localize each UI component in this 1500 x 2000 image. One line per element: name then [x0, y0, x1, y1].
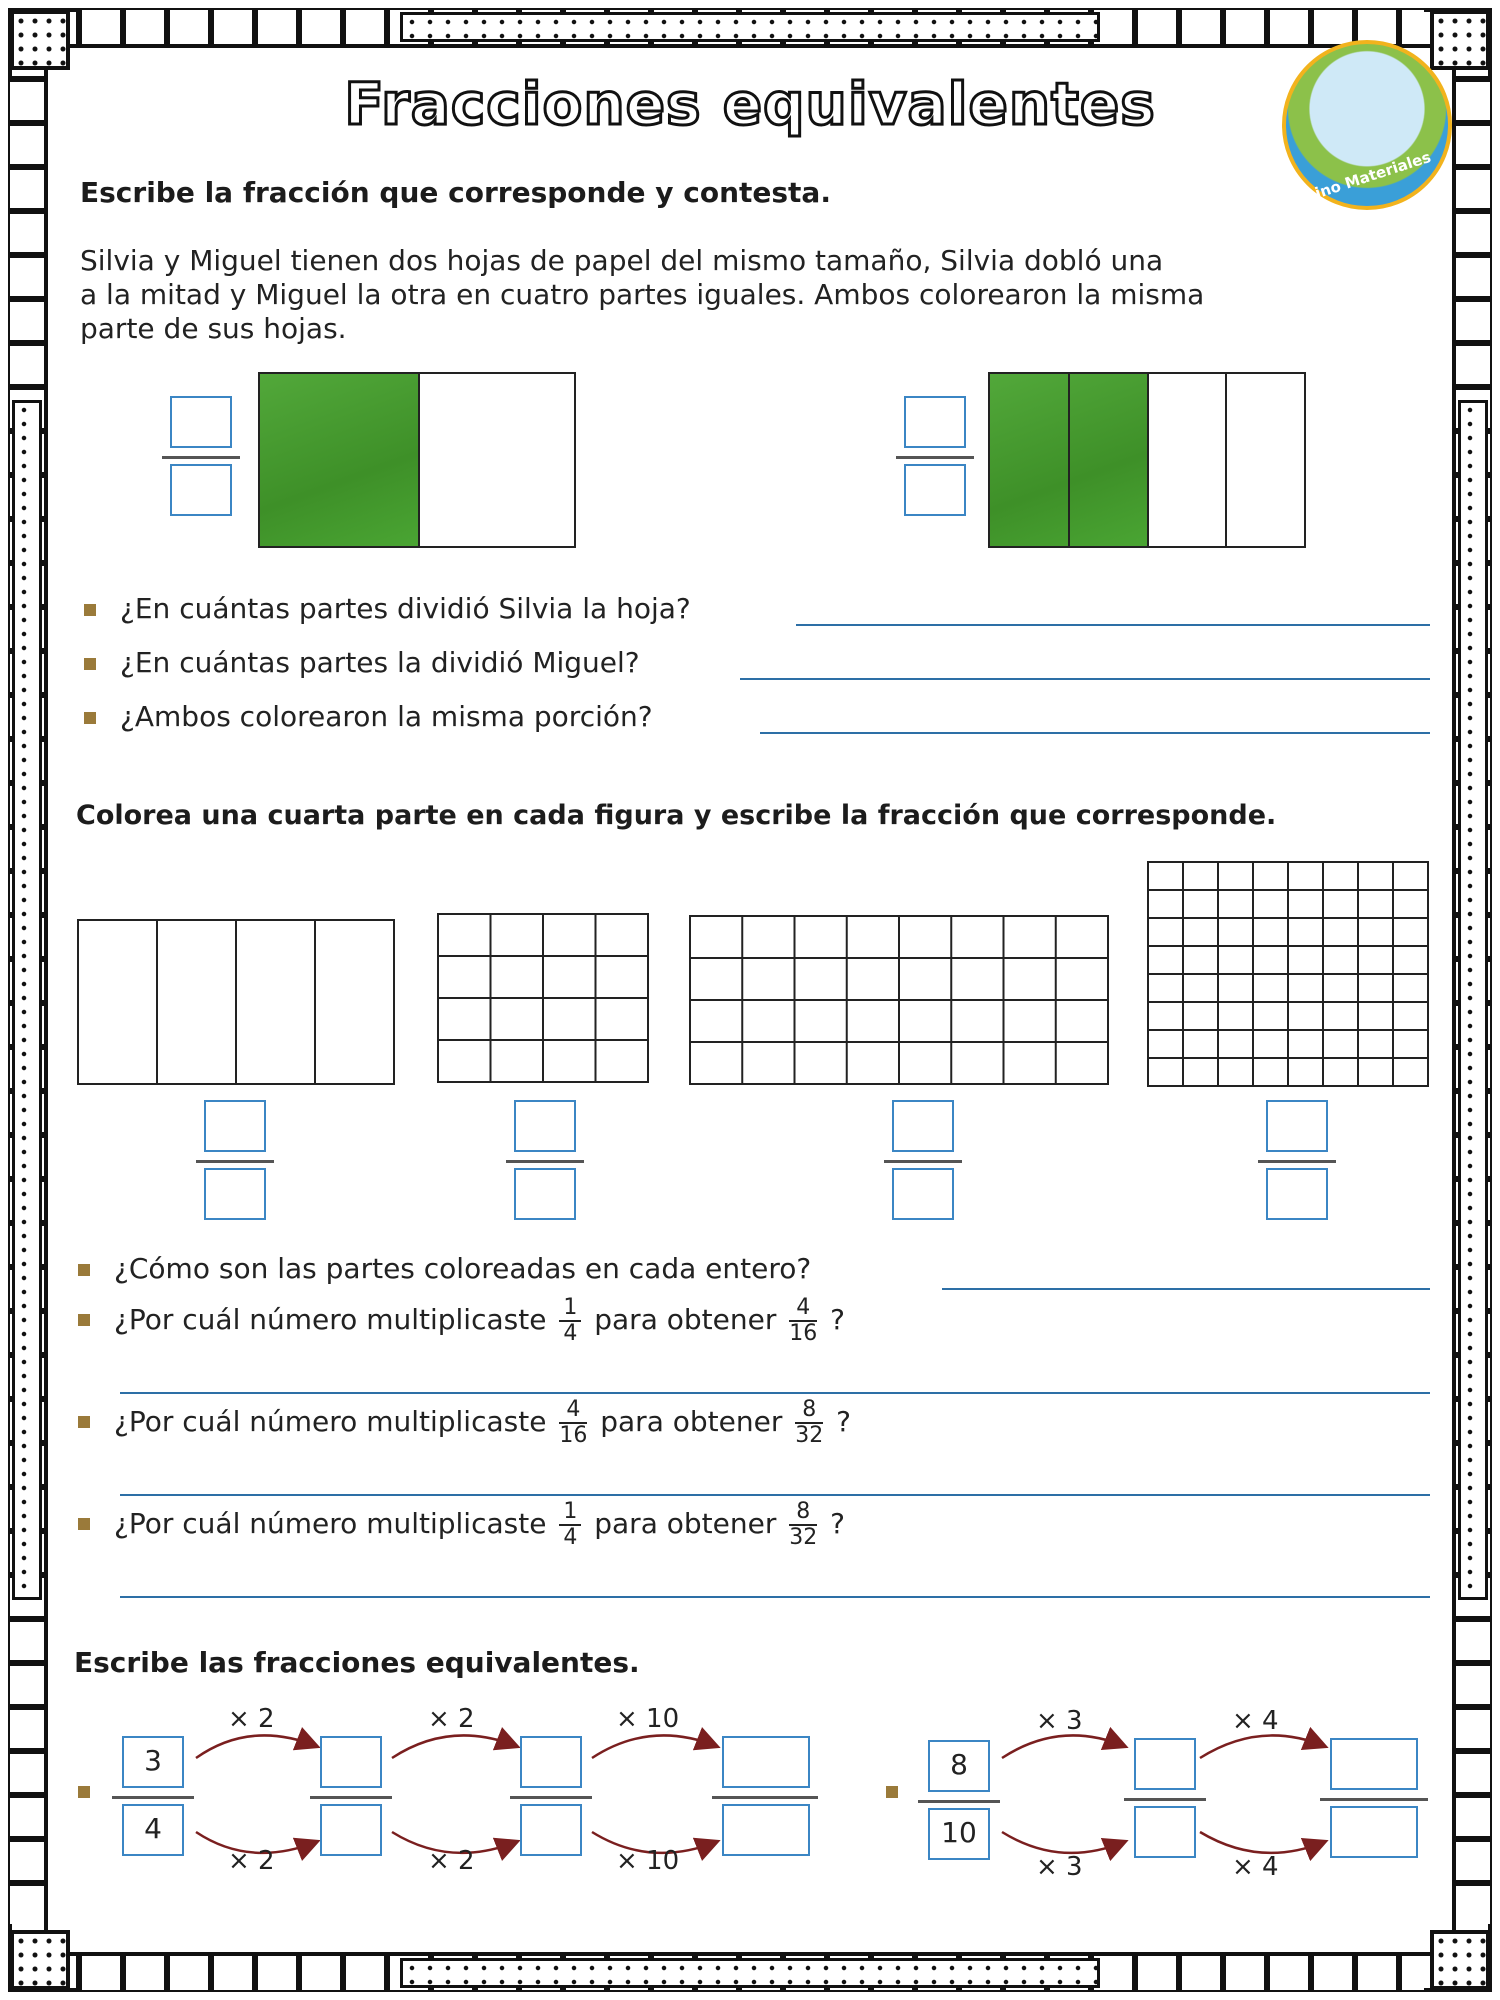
arrow-bottom-4 [1002, 1832, 1124, 1853]
bullet [78, 1314, 90, 1326]
denominator-box[interactable] [520, 1804, 582, 1856]
denominator-value: 10 [941, 1816, 977, 1849]
section1-instruction: Escribe la fracción que corresponde y contesta. [80, 176, 831, 209]
arrow-bottom-5 [1200, 1832, 1324, 1853]
numerator-box[interactable] [520, 1736, 582, 1788]
section3-instruction: Escribe las fracciones equivalentes. [74, 1646, 640, 1679]
question-multiply-2 [114, 1398, 851, 1448]
denominator: 16 [559, 1423, 588, 1448]
factor-label: × 2 [228, 1704, 275, 1734]
bullet [78, 1264, 90, 1276]
fraction-bar [510, 1796, 592, 1799]
numerator-box[interactable] [1330, 1738, 1418, 1790]
denominator-box[interactable] [1266, 1168, 1328, 1220]
denominator-box[interactable] [1330, 1806, 1418, 1858]
numerator-value: 8 [950, 1748, 968, 1781]
answer-line[interactable] [120, 1596, 1430, 1598]
fraction-bar [506, 1160, 584, 1163]
fraction-answer-chain2-1[interactable] [1124, 1738, 1208, 1862]
fraction-answer-chain1-1[interactable] [310, 1736, 394, 1860]
arrow-top-2 [392, 1735, 516, 1758]
answer-line[interactable] [120, 1392, 1430, 1394]
bullet [886, 1786, 898, 1798]
question-prefix: ¿Por cuál número multiplicaste [114, 1303, 547, 1336]
numerator-value: 3 [144, 1744, 162, 1777]
fraction-given-3-4 [112, 1736, 196, 1860]
bullet [78, 1518, 90, 1530]
numerator-box[interactable] [722, 1736, 810, 1788]
fraction-answer-chain1-2[interactable] [510, 1736, 594, 1860]
fraction-answer-chain2-2[interactable] [1320, 1738, 1432, 1862]
logo-label: Dino Materiales [1300, 147, 1434, 207]
question-miguel-parts: ¿En cuántas partes la dividió Miguel? [120, 646, 640, 679]
factor-label: × 10 [616, 1704, 680, 1734]
numerator-box[interactable] [204, 1100, 266, 1152]
denominator: 32 [789, 1525, 818, 1550]
denominator-box[interactable] [722, 1804, 810, 1856]
factor-label: × 2 [428, 1704, 475, 1734]
numerator: 8 [789, 1500, 817, 1526]
question-suffix: ? [830, 1303, 846, 1336]
denominator-box[interactable] [320, 1804, 382, 1856]
paragraph-line: parte de sus hojas. [80, 312, 347, 345]
question-middle: para obtener [594, 1507, 777, 1540]
fraction-inline [789, 1296, 817, 1346]
factor-label: × 10 [616, 1846, 680, 1876]
corner-bottom-left [10, 1930, 70, 1990]
fraction-bar [712, 1796, 818, 1799]
fraction-bar [1320, 1798, 1428, 1801]
fraction-inline [559, 1296, 581, 1346]
factor-label: × 3 [1036, 1852, 1083, 1882]
denominator: 4 [563, 1525, 578, 1550]
fraction-inline [559, 1500, 581, 1550]
fraction-bar [310, 1796, 392, 1799]
denominator: 16 [789, 1321, 818, 1346]
question-suffix: ? [830, 1507, 846, 1540]
numerator-box[interactable] [320, 1736, 382, 1788]
fraction-inline [789, 1500, 817, 1550]
fraction-bar [196, 1160, 274, 1163]
question-colored-parts: ¿Cómo son las partes coloreadas en cada entero? [114, 1252, 812, 1285]
border-dots-bottom [400, 1958, 1100, 1988]
numerator: 4 [789, 1296, 817, 1322]
question-prefix: ¿Por cuál número multiplicaste [114, 1507, 547, 1540]
bullet [78, 1416, 90, 1428]
paragraph-line: a la mitad y Miguel la otra en cuatro partes iguales. Ambos colorearon la misma [80, 278, 1205, 311]
numerator-box[interactable] [514, 1100, 576, 1152]
question-same-portion: ¿Ambos colorearon la misma porción? [120, 700, 653, 733]
fraction-bar [884, 1160, 962, 1163]
numerator: 1 [559, 1500, 581, 1526]
question-silvia-parts: ¿En cuántas partes dividió Silvia la hoja? [120, 592, 691, 625]
fraction-answer-grid2[interactable] [506, 1100, 586, 1224]
numerator: 1 [559, 1296, 581, 1322]
question-middle: para obtener [594, 1303, 777, 1336]
arrow-top-3 [592, 1735, 716, 1758]
fraction-inline [795, 1398, 823, 1448]
question-prefix: ¿Por cuál número multiplicaste [114, 1405, 547, 1438]
denominator-box[interactable] [892, 1168, 954, 1220]
grids-group [78, 862, 1428, 1086]
fraction-inline [559, 1398, 587, 1448]
numerator: 4 [559, 1398, 587, 1424]
numerator-box[interactable] [1266, 1100, 1328, 1152]
factor-label: × 2 [428, 1846, 475, 1876]
section2-instruction: Colorea una cuarta parte en cada figura y escribe la fracción que corresponde. [76, 800, 1277, 831]
fraction-answer-grid1[interactable] [196, 1100, 276, 1224]
fraction-bar [1124, 1798, 1206, 1801]
arrow-top-4 [1002, 1735, 1124, 1758]
answer-line[interactable] [942, 1288, 1430, 1290]
question-multiply-3 [114, 1500, 845, 1550]
fraction-bar [918, 1800, 1000, 1803]
fraction-answer-chain1-3[interactable] [712, 1736, 820, 1860]
numerator-box[interactable] [1134, 1738, 1196, 1790]
numerator-box[interactable] [892, 1100, 954, 1152]
denominator-box[interactable] [204, 1168, 266, 1220]
factor-label: × 2 [228, 1846, 275, 1876]
denominator: 4 [563, 1321, 578, 1346]
denominator-box[interactable] [1134, 1806, 1196, 1858]
denominator-value: 4 [144, 1812, 162, 1845]
numerator: 8 [795, 1398, 823, 1424]
paragraph-line: Silvia y Miguel tienen dos hojas de papel del mismo tamaño, Silvia dobló una [80, 244, 1164, 277]
question-middle: para obtener [600, 1405, 783, 1438]
factor-label: × 4 [1232, 1852, 1279, 1882]
fraction-answer-grid3[interactable] [884, 1100, 964, 1224]
denominator: 32 [795, 1423, 824, 1448]
fraction-bar [1258, 1160, 1336, 1163]
answer-line[interactable] [120, 1494, 1430, 1496]
factor-label: × 4 [1232, 1706, 1279, 1736]
page-title: Fracciones equivalentes [344, 70, 1156, 138]
arrow-top-5 [1200, 1735, 1324, 1758]
arrow-top-1 [196, 1735, 316, 1758]
bullet [78, 1786, 90, 1798]
fraction-given-8-10 [918, 1740, 1002, 1864]
denominator-box[interactable] [514, 1168, 576, 1220]
fraction-bar [112, 1796, 194, 1799]
question-suffix: ? [836, 1405, 852, 1438]
corner-bottom-right [1430, 1930, 1490, 1990]
question-multiply-1 [114, 1296, 845, 1346]
factor-label: × 3 [1036, 1706, 1083, 1736]
fraction-answer-grid4[interactable] [1258, 1100, 1338, 1224]
